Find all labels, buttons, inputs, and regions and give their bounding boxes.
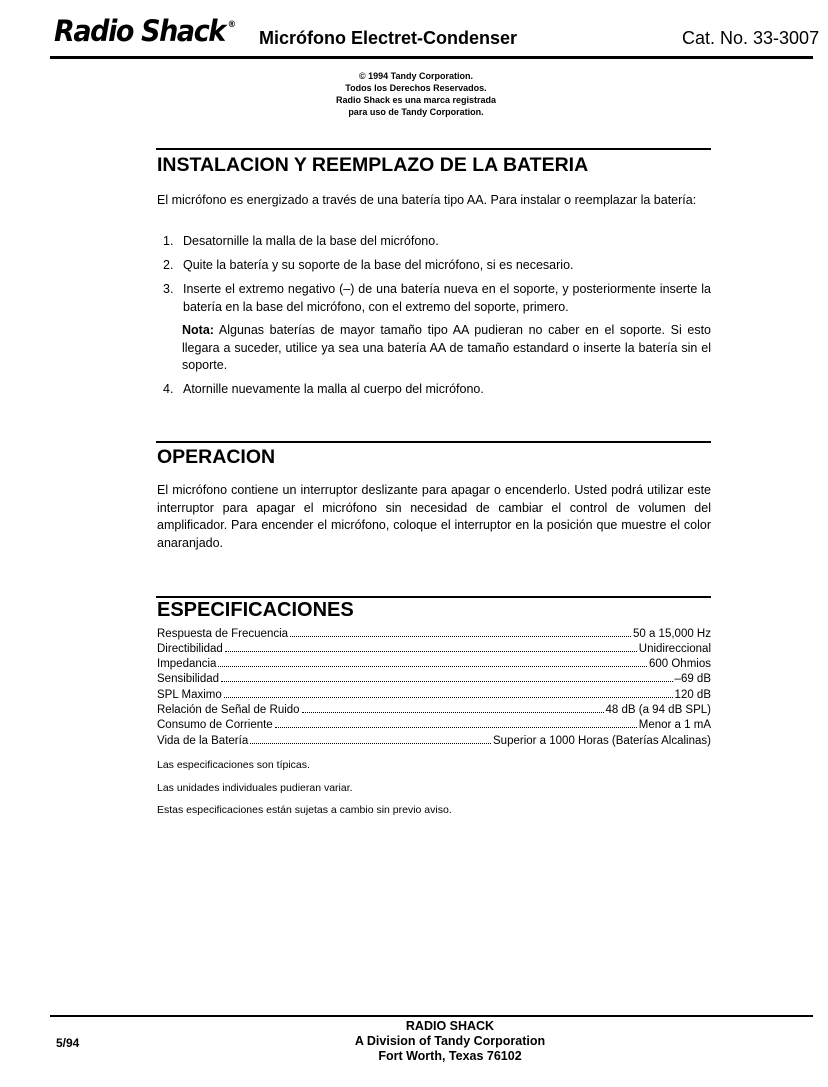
spec-label: Directibilidad [157, 643, 223, 655]
copyright-line: Todos los Derechos Reservados. [345, 83, 487, 93]
radio-shack-logo [54, 14, 237, 48]
list-number: 4. [163, 382, 174, 396]
spec-value: Superior a 1000 Horas (Baterías Alcalinas) [493, 735, 711, 747]
spec-value: 50 a 15,000 Hz [632, 628, 711, 640]
spec-value: Menor a 1 mA [638, 719, 711, 731]
installation-intro: El micrófono es energizado a través de una batería tipo AA. Para instalar o reemplazar la batería: [157, 193, 697, 207]
spec-row [157, 627, 711, 642]
section-divider [156, 148, 711, 150]
spec-label: Respuesta de Frecuencia [157, 628, 289, 640]
section-divider [156, 441, 711, 443]
spec-row [157, 642, 711, 657]
spec-row [157, 672, 711, 687]
list-text: Quite la batería y su soporte de la base del micrófono, si es necesario. [183, 258, 574, 272]
copyright-line: para uso de Tandy Corporation. [348, 107, 484, 117]
list-text: Desatornille la malla de la base del micrófono. [183, 234, 439, 248]
footer-address [300, 1019, 600, 1064]
list-item [163, 381, 711, 399]
installation-heading: INSTALACION Y REEMPLAZO DE LA BATERIA [157, 154, 589, 176]
header-divider [50, 56, 813, 59]
footer-line: A Division of Tandy Corporation [354, 1034, 546, 1048]
copyright-notice [300, 70, 532, 118]
spec-label: Impedancia [157, 658, 217, 670]
catalog-number: Cat. No. 33-3007 [682, 28, 820, 48]
dot-leader [302, 711, 604, 713]
operation-text: El micrófono contiene un interruptor deslizante para apagar o encenderlo. Usted podrá utilizar este interruptor para apagar el micrófono sin necesidad de cambiar el control de volumen del amplificador. Para encender el micrófono, coloque el interruptor en la posición que muestre el color anaranjado. [157, 483, 711, 550]
spec-note: Estas especificaciones están sujetas a cambio sin previo aviso. [157, 804, 452, 816]
spec-row [157, 734, 711, 749]
spec-label: Relación de Señal de Ruido [157, 704, 300, 716]
dot-leader [290, 635, 631, 637]
spec-row [157, 688, 711, 703]
footer-line: Fort Worth, Texas 76102 [378, 1049, 522, 1063]
spec-note: Las especificaciones son típicas. [157, 759, 310, 771]
copyright-line: © 1994 Tandy Corporation. [359, 71, 473, 81]
registered-mark: ® [227, 20, 237, 30]
dot-leader [218, 665, 647, 667]
spec-row [157, 657, 711, 672]
footer-divider [50, 1015, 813, 1017]
list-number: 1. [163, 234, 174, 248]
spec-label: Sensibilidad [157, 673, 220, 685]
list-number: 2. [163, 258, 174, 272]
list-text: Atornille nuevamente la malla al cuerpo del micrófono. [183, 382, 484, 396]
installation-note [182, 322, 711, 375]
footer-date: 5/94 [56, 1036, 80, 1050]
specs-heading: ESPECIFICACIONES [157, 599, 354, 621]
note-text: Algunas baterías de mayor tamaño tipo AA pudieran no caber en el soporte. Si esto llegara a suceder, utilice ya sea una batería AA de tamaño estandard o inserte la batería sin el soporte. [182, 323, 711, 372]
list-text: Inserte el extremo negativo (–) de una batería nueva en el soporte, y posteriormente inserte la batería en la base del micrófono, con el extremo del soporte, primero. [183, 282, 711, 314]
dot-leader [224, 696, 673, 698]
copyright-line: Radio Shack es una marca registrada [335, 95, 497, 105]
list-item [163, 281, 711, 316]
spec-note: Las unidades individuales pudieran variar. [157, 782, 353, 794]
spec-value: 120 dB [674, 689, 711, 701]
spec-label: Vida de la Batería [157, 735, 249, 747]
spec-value: 48 dB (a 94 dB SPL) [605, 704, 711, 716]
list-item [163, 257, 711, 275]
document-title: Micrófono Electret-Condenser [259, 28, 518, 48]
list-number: 3. [163, 282, 174, 296]
note-label: Nota: [182, 323, 214, 337]
dot-leader [275, 726, 637, 728]
spec-value: 600 Ohmios [648, 658, 711, 670]
logo-text: Radio Shack [54, 14, 225, 48]
dot-leader [225, 650, 637, 652]
list-item [163, 233, 711, 251]
spec-value: Unidireccional [638, 643, 711, 655]
spec-label: Consumo de Corriente [157, 719, 273, 731]
spec-row [157, 718, 711, 733]
footer-line: RADIO SHACK [405, 1019, 495, 1033]
spec-row [157, 703, 711, 718]
spec-label: SPL Maximo [157, 689, 222, 701]
operation-heading: OPERACION [157, 446, 276, 468]
dot-leader [221, 680, 673, 682]
dot-leader [250, 742, 491, 744]
spec-value: –69 dB [674, 673, 711, 685]
page-header [0, 0, 828, 60]
